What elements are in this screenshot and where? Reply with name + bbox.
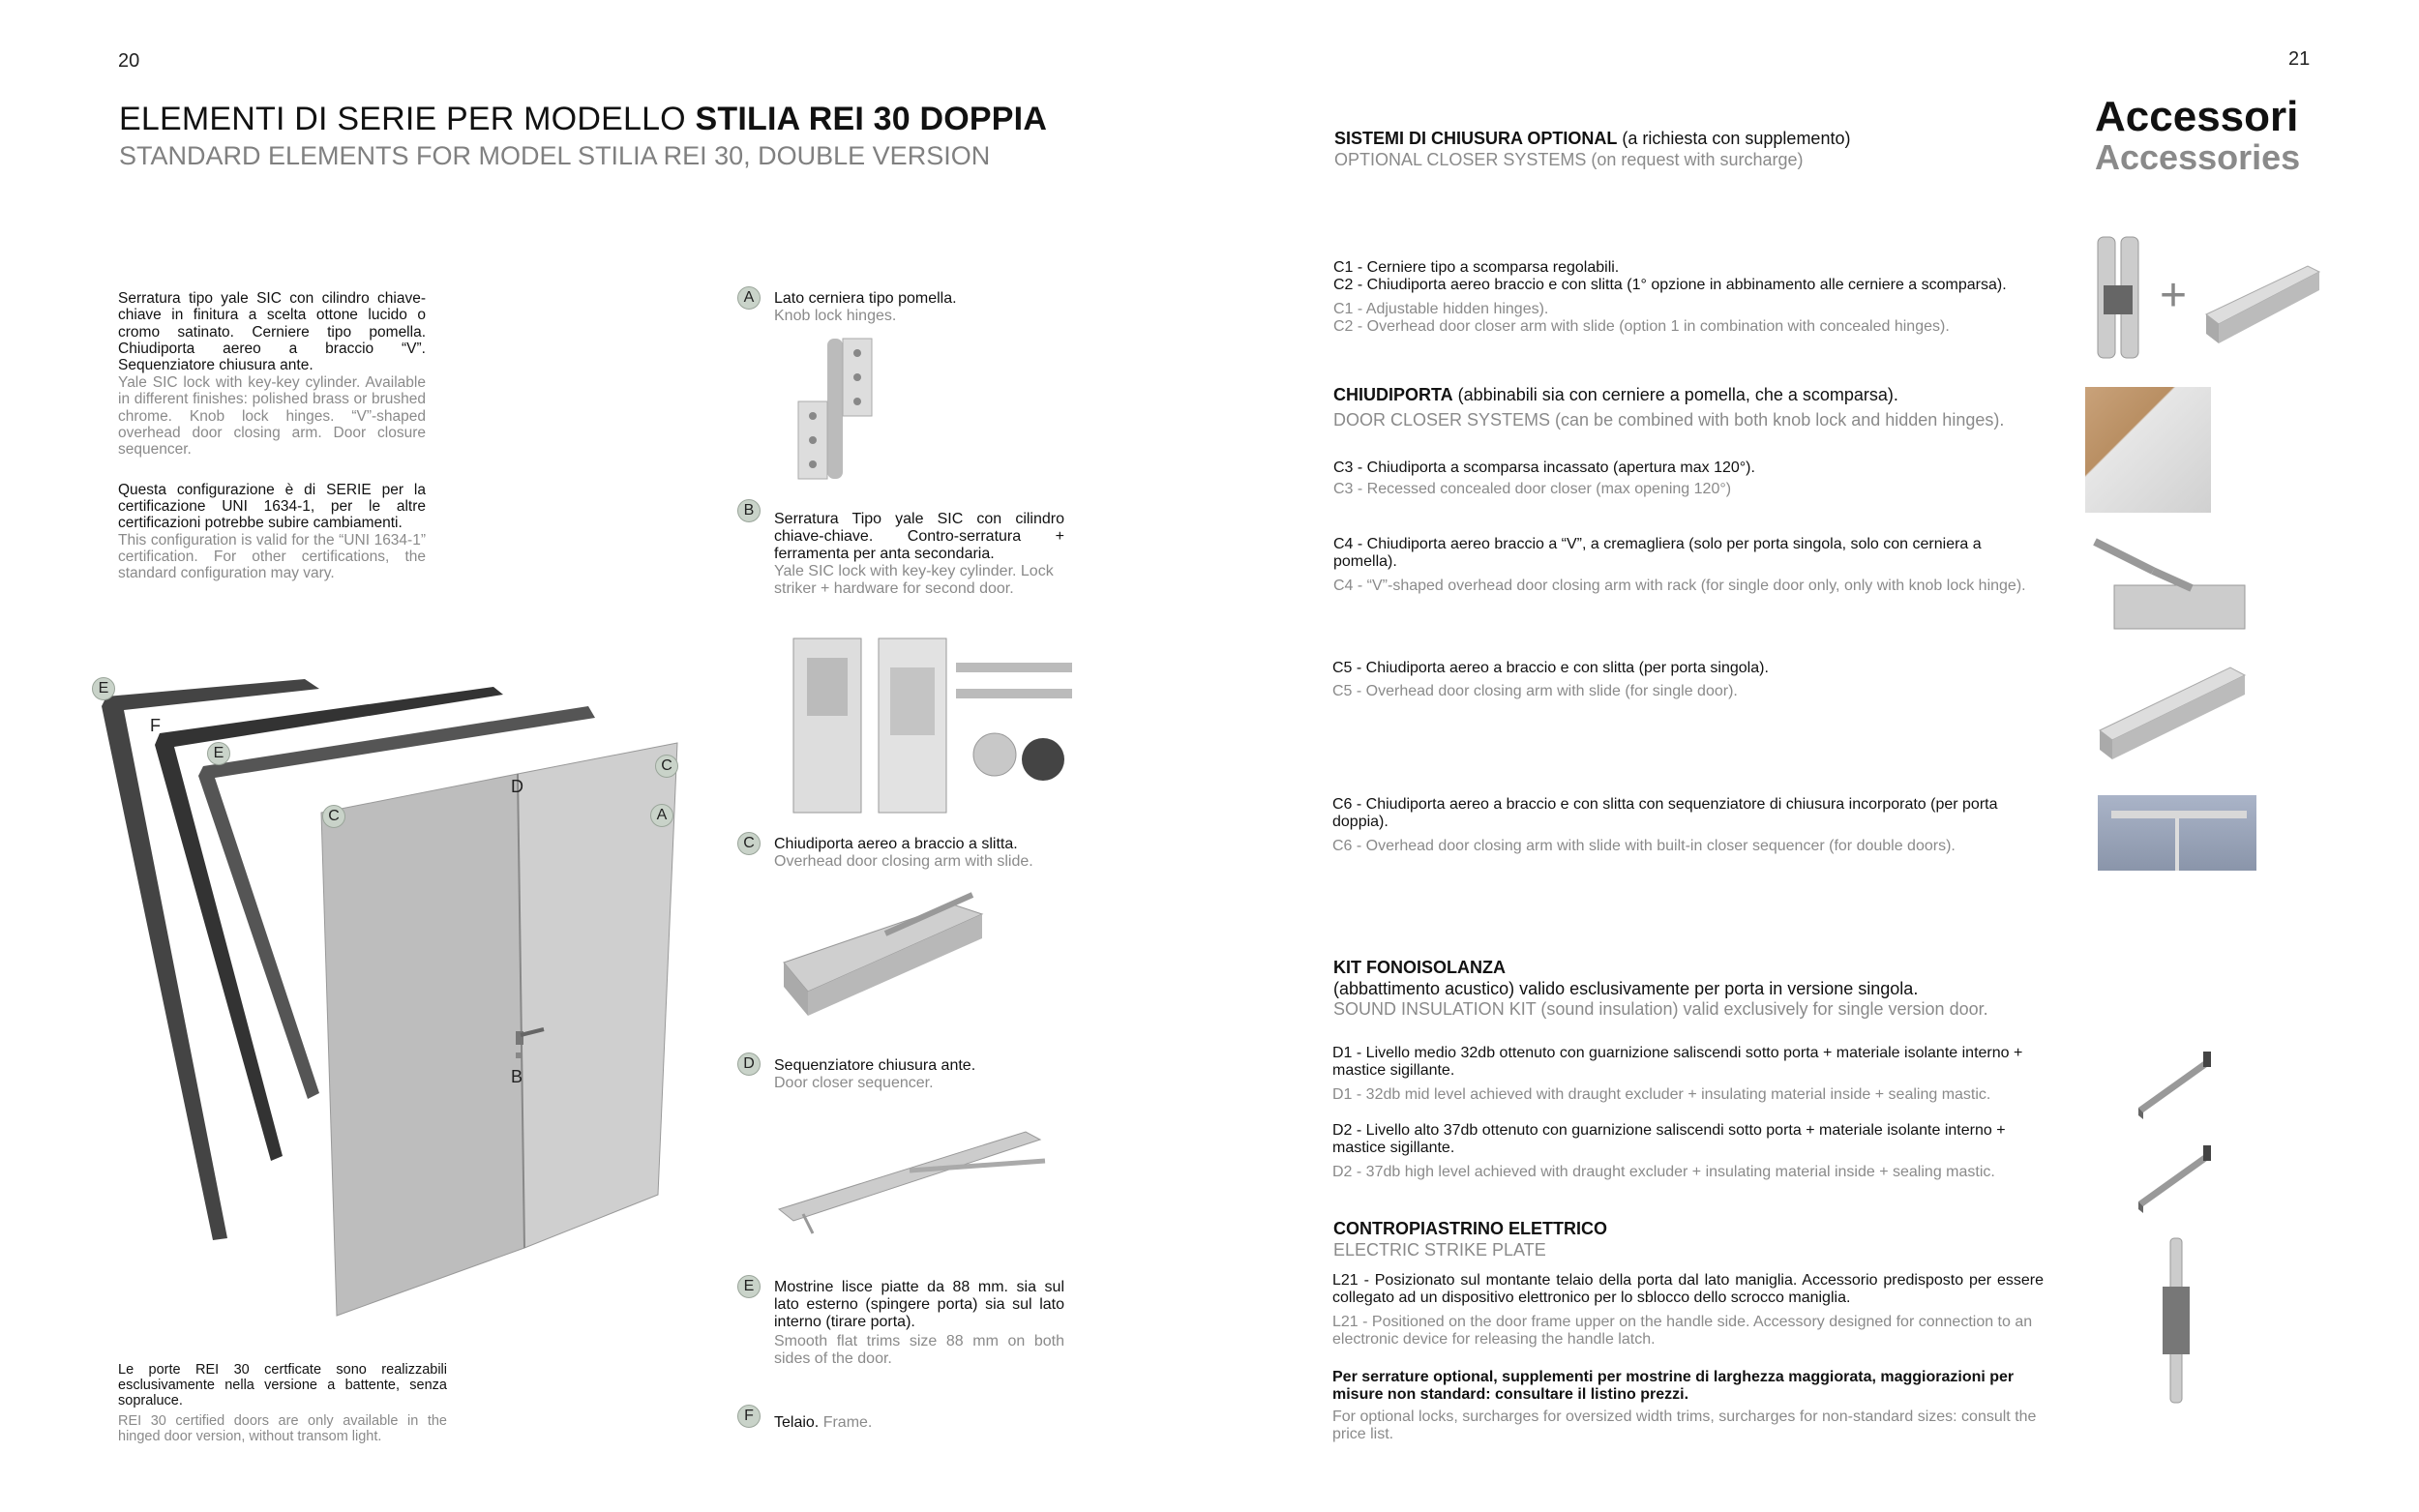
- item-b-it: Serratura Tipo yale SIC con cilindro chiave-chiave. Contro-serratura + ferramenta per anta secondaria.: [774, 511, 1064, 562]
- door-closer-heading: [1333, 385, 2004, 430]
- door-leaf-left: [321, 774, 524, 1316]
- c1-c2-block: [1333, 259, 2069, 337]
- page-number-right: 21: [2288, 48, 2311, 70]
- d1-en: D1 - 32db mid level achieved with draught excluder + insulating material inside + sealing mastic.: [1332, 1085, 1991, 1103]
- c1-en: C1 - Adjustable hidden hinges).: [1333, 300, 1549, 317]
- c6-en: C6 - Overhead door closing arm with slide with built-in closer sequencer (for double doors).: [1332, 837, 1956, 854]
- item-e: [774, 1279, 1064, 1368]
- d1-it: D1 - Livello medio 32db ottenuto con guarnizione saliscendi sotto porta + materiale isolante interno + mastice sigillante.: [1332, 1045, 2023, 1080]
- c5-en: C5 - Overhead door closing arm with slide (for single door).: [1332, 683, 1738, 700]
- strike-plate-heading: [1333, 1219, 1607, 1260]
- item-b-badge: B: [737, 499, 761, 522]
- c4-en: C4 - “V”-shaped overhead door closing arm with rack (for single door only, only with knob lock hinge).: [1333, 577, 2026, 594]
- intro-p1-it: Serratura tipo yale SIC con cilindro chiave-chiave in finitura a scelta ottone lucido o cromo satinato. Cerniere tipo pomella. Chiudiporta aereo a braccio “V”. Sequenziatore chiusura ante.: [118, 290, 426, 374]
- c3-en: C3 - Recessed concealed door closer (max opening 120°): [1333, 481, 1732, 498]
- d2-seal-image: [2134, 1134, 2221, 1216]
- intro-p2-it: Questa configurazione è di SERIE per la certificazione UNI 1634-1, per le altre certificazioni potrebbe subire cambiamenti.: [118, 481, 426, 532]
- optional-closers-title-rest: (a richiesta con supplemento): [1617, 129, 1851, 148]
- item-d-badge: D: [737, 1052, 761, 1076]
- plus-sign: +: [2160, 270, 2188, 321]
- item-a-it: Lato cerniera tipo pomella.: [774, 290, 957, 307]
- item-c: [774, 836, 1064, 871]
- c2-it: C2 - Chiudiporta aereo braccio e con slitta (1° opzione in abbinamento alle cerniere a scomparsa).: [1333, 277, 2007, 294]
- intro-p1-en: Yale SIC lock with key-key cylinder. Available in different finishes: polished brass or brushed chrome. Knob lock hinges. “V”-shaped overhead door closing arm. Door closure sequencer.: [118, 373, 426, 459]
- door-sequencer-image: [774, 1112, 1055, 1238]
- c6-it: C6 - Chiudiporta aereo a braccio e con slitta con sequenziatore di chiusura incorporato (per porta doppia).: [1332, 796, 1998, 831]
- c5-slide-closer-image: [2095, 658, 2250, 764]
- page-number-left: 20: [118, 50, 140, 72]
- door-closer-title-bold: CHIUDIPORTA: [1333, 385, 1453, 404]
- c2-en: C2 - Overhead door closer arm with slide (option 1 in combination with concealed hinges).: [1333, 318, 1950, 336]
- item-f-it: Telaio.: [774, 1414, 820, 1431]
- optional-closers-title-en: OPTIONAL CLOSER SYSTEMS (on request with surcharge): [1334, 149, 1804, 169]
- hidden-hinge-image: [2090, 232, 2148, 363]
- final-note-bold: Per serrature optional, supplementi per mostrine di larghezza maggiorata, maggiorazioni per misure non standard: consultare il listino prezzi.: [1332, 1369, 2015, 1404]
- page-title: [119, 101, 1047, 138]
- kit-title-en: SOUND INSULATION KIT (sound insulation) valid exclusively for single version door.: [1333, 999, 1988, 1020]
- item-f-badge: F: [737, 1405, 761, 1428]
- kit-title: KIT FONOISOLANZA: [1333, 958, 1506, 977]
- accessories-title-en: Accessories: [2095, 137, 2301, 177]
- strike-plate-title-en: ELECTRIC STRIKE PLATE: [1333, 1239, 1546, 1260]
- c1-it: C1 - Cerniere tipo a scomparsa regolabili.: [1333, 259, 1620, 276]
- l21-block: [1332, 1272, 2044, 1349]
- d1-block: [1332, 1045, 2044, 1104]
- item-c-en: Overhead door closing arm with slide.: [774, 852, 1033, 870]
- diagram-label-c-right: C: [655, 755, 678, 778]
- diagram-label-e-outer: E: [92, 677, 115, 700]
- item-e-badge: E: [737, 1275, 761, 1298]
- diagram-label-e-inner: E: [207, 742, 230, 765]
- item-b-en: Yale SIC lock with key-key cylinder. Lock striker + hardware for second door.: [774, 562, 1054, 597]
- diagram-label-d: D: [511, 777, 523, 796]
- l21-strike-plate-image: [2153, 1233, 2201, 1408]
- slide-closer-image: [779, 885, 992, 1021]
- strike-plate-title: CONTROPIASTRINO ELETTRICO: [1333, 1219, 1607, 1238]
- footnote-en: REI 30 certified doors are only available in the hinged door version, without transom light.: [118, 1412, 447, 1444]
- optional-closers-heading: [1334, 129, 1850, 170]
- c6-block: [1332, 796, 2044, 855]
- c6-sequencer-closer-image: [2098, 795, 2256, 871]
- diagram-label-b: B: [511, 1067, 523, 1086]
- kit-heading: [1333, 958, 1988, 1021]
- door-exploded-diagram: [77, 667, 697, 1335]
- kit-subtitle: (abbattimento acustico) valido esclusivamente per porta in versione singola.: [1333, 978, 1919, 998]
- door-closer-title-rest: (abbinabili sia con cerniere a pomella, che a scomparsa).: [1452, 385, 1898, 404]
- d1-seal-image: [2134, 1040, 2221, 1122]
- footnote: [118, 1362, 447, 1444]
- door-closer-title-en: DOOR CLOSER SYSTEMS (can be combined with both knob lock and hidden hinges).: [1333, 409, 2005, 430]
- item-e-it: Mostrine lisce piatte da 88 mm. sia sul lato esterno (spingere porta) sia sul lato interno (tirare porta).: [774, 1279, 1064, 1330]
- accessories-title-it: Accessori: [2095, 93, 2299, 140]
- c3-concealed-closer-image: [2085, 387, 2211, 513]
- optional-closers-title-bold: SISTEMI DI CHIUSURA OPTIONAL: [1334, 129, 1618, 148]
- d2-it: D2 - Livello alto 37db ottenuto con guarnizione saliscendi sotto porta + materiale isolante interno + mastice sigillante.: [1332, 1122, 2006, 1157]
- c5-block: [1332, 660, 2068, 701]
- c4-it: C4 - Chiudiporta aereo braccio a “V”, a cremagliera (solo per porta singola, solo con cerniera a pomella).: [1333, 536, 1982, 571]
- item-f: [774, 1414, 1064, 1432]
- d2-en: D2 - 37db high level achieved with draught excluder + insulating material inside + sealing mastic.: [1332, 1163, 1995, 1180]
- page-title-plain: ELEMENTI DI SERIE PER MODELLO: [119, 101, 696, 137]
- l21-it: L21 - Posizionato sul montante telaio della porta dal lato maniglia. Accessorio predisposto per essere collegato ad un dispositivo elettronico per lo sblocco dello scrocco maniglia.: [1332, 1272, 2044, 1307]
- item-d-en: Door closer sequencer.: [774, 1074, 934, 1091]
- diagram-label-a: A: [650, 804, 673, 827]
- diagram-label-f: F: [150, 716, 161, 735]
- l21-en: L21 - Positioned on the door frame upper on the handle side. Accessory designed for connection to an electronic device for releasing the handle latch.: [1332, 1313, 2033, 1349]
- item-a: [774, 290, 1064, 325]
- item-a-badge: A: [737, 286, 761, 310]
- diagram-label-c-left: C: [322, 805, 345, 828]
- item-c-it: Chiudiporta aereo a braccio a slitta.: [774, 836, 1018, 852]
- c5-it: C5 - Chiudiporta aereo a braccio e con slitta (per porta singola).: [1332, 660, 1769, 676]
- d2-block: [1332, 1122, 2044, 1181]
- item-e-en: Smooth flat trims size 88 mm on both sides of the door.: [774, 1332, 1064, 1367]
- item-d-it: Sequenziatore chiusura ante.: [774, 1057, 976, 1074]
- item-f-en: Frame.: [822, 1414, 873, 1431]
- yale-lock-image: [782, 629, 1084, 822]
- c3-block: [1333, 460, 2069, 499]
- knob-hinge-image: [789, 334, 885, 489]
- final-note-en: For optional locks, surcharges for oversized width trims, surcharges for non-standard sizes: consult the price list.: [1332, 1408, 2037, 1443]
- c4-block: [1333, 536, 2045, 595]
- c3-it: C3 - Chiudiporta a scomparsa incassato (apertura max 120°).: [1333, 460, 1755, 476]
- intro-p2-en: This configuration is valid for the “UNI 1634-1” certification. For other certifications, the standard configuration may vary.: [118, 531, 426, 582]
- c4-v-closer-image: [2085, 532, 2250, 638]
- page-subtitle: STANDARD ELEMENTS FOR MODEL STILIA REI 30, DOUBLE VERSION: [119, 141, 991, 170]
- item-b: [774, 511, 1064, 598]
- item-d: [774, 1057, 1064, 1092]
- c2-closer-image: [2201, 256, 2322, 353]
- intro-block: [118, 290, 426, 582]
- footnote-it: Le porte REI 30 certficate sono realizzabili esclusivamente nella versione a battente, senza sopraluce.: [118, 1362, 447, 1409]
- item-a-en: Knob lock hinges.: [774, 307, 897, 324]
- final-note: [1332, 1369, 2048, 1444]
- item-c-badge: C: [737, 832, 761, 855]
- page-title-bold: STILIA REI 30 DOPPIA: [695, 101, 1048, 137]
